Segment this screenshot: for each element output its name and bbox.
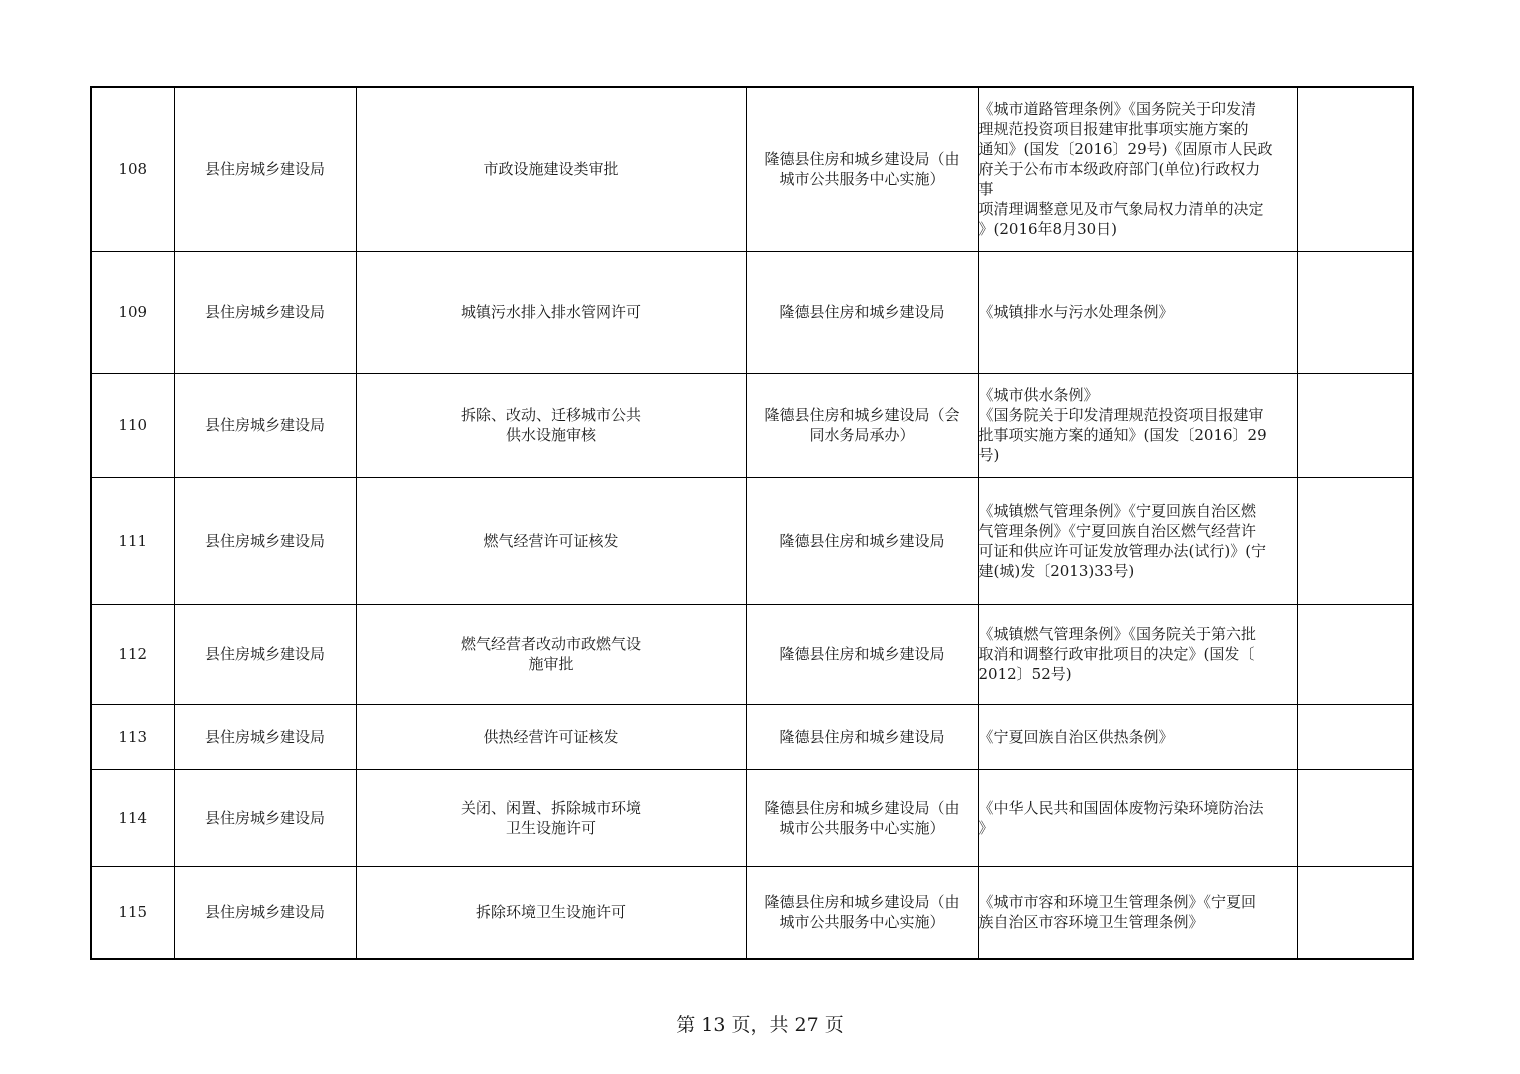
approval-item-cell <box>356 866 746 959</box>
approval-item-cell <box>356 604 746 704</box>
remark-cell <box>1297 704 1413 769</box>
implementer-cell <box>746 251 978 373</box>
implementer-text: 隆德县住房和城乡建设局（由 城市公共服务中心实施） <box>764 150 960 189</box>
implementer-text: 隆德县住房和城乡建设局 <box>779 645 945 663</box>
approval-item-text: 供热经营许可证核发 <box>483 727 619 746</box>
implementer-cell <box>746 477 978 604</box>
row-number: 114 <box>91 769 174 866</box>
approval-item-text: 燃气经营者改动市政燃气设 施审批 <box>460 635 641 673</box>
implementer-cell <box>746 373 978 477</box>
department-cell: 县住房城乡建设局 <box>174 604 356 704</box>
remark-cell <box>1297 373 1413 477</box>
legal-basis-cell: 《宁夏回族自治区供热条例》 <box>978 704 1297 769</box>
department-cell: 县住房城乡建设局 <box>174 866 356 959</box>
approval-item-text: 城镇污水排入排水管网许可 <box>460 303 641 321</box>
remark-cell <box>1297 866 1413 959</box>
department-cell: 县住房城乡建设局 <box>174 477 356 604</box>
implementer-cell <box>746 769 978 866</box>
implementer-text: 隆德县住房和城乡建设局（由 城市公共服务中心实施） <box>764 798 960 837</box>
implementer-text: 隆德县住房和城乡建设局（会 同水务局承办） <box>764 406 960 444</box>
legal-basis-cell: 《城镇燃气管理条例》《宁夏回族自治区燃 气管理条例》《宁夏回族自治区燃气经营许 可证和供应许可证发放管理办法(试行)》(宁 建(城)发〔2013)33号) <box>978 477 1297 604</box>
row-number: 112 <box>91 604 174 704</box>
legal-basis-cell: 《城镇排水与污水处理条例》 <box>978 251 1297 373</box>
remark-cell <box>1297 477 1413 604</box>
legal-basis-cell: 《城市市容和环境卫生管理条例》《宁夏回 族自治区市容环境卫生管理条例》 <box>978 866 1297 959</box>
department-cell: 县住房城乡建设局 <box>174 704 356 769</box>
legal-basis-cell: 《城镇燃气管理条例》《国务院关于第六批 取消和调整行政审批项目的决定》(国发〔 2012〕52号) <box>978 604 1297 704</box>
legal-basis-cell: 《中华人民共和国固体废物污染环境防治法 》 <box>978 769 1297 866</box>
remark-cell <box>1297 251 1413 373</box>
table-row <box>91 251 1413 373</box>
approval-item-text: 燃气经营许可证核发 <box>483 531 619 550</box>
row-number: 110 <box>91 373 174 477</box>
legal-basis-cell: 《城市道路管理条例》《国务院关于印发清 理规范投资项目报建审批事项实施方案的 通知》(国发〔2016〕29号)《固原市人民政 府关于公布市本级政府部门(单位)行政权力 事 项清理调整意见及市气象局权力清单的决定 》(2016年8月30日) <box>978 87 1297 251</box>
remark-cell <box>1297 87 1413 251</box>
remark-cell <box>1297 769 1413 866</box>
row-number: 115 <box>91 866 174 959</box>
approval-item-text: 拆除环境卫生设施许可 <box>475 903 626 922</box>
table-row <box>91 704 1413 769</box>
table-row <box>91 477 1413 604</box>
permissions-table <box>90 86 1414 960</box>
row-number: 113 <box>91 704 174 769</box>
table-row <box>91 373 1413 477</box>
implementer-text: 隆德县住房和城乡建设局 <box>779 531 945 550</box>
implementer-text: 隆德县住房和城乡建设局 <box>779 727 945 746</box>
department-cell: 县住房城乡建设局 <box>174 373 356 477</box>
legal-basis-cell: 《城市供水条例》 《国务院关于印发清理规范投资项目报建审 批事项实施方案的通知》(国发〔2016〕29 号) <box>978 373 1297 477</box>
table-row <box>91 87 1413 251</box>
table-row <box>91 604 1413 704</box>
implementer-text: 隆德县住房和城乡建设局 <box>779 303 945 321</box>
approval-item-text: 关闭、闲置、拆除城市环境 卫生设施许可 <box>460 798 641 837</box>
implementer-cell <box>746 604 978 704</box>
approval-item-text: 市政设施建设类审批 <box>483 160 619 179</box>
row-number: 108 <box>91 87 174 251</box>
implementer-cell <box>746 704 978 769</box>
row-number: 109 <box>91 251 174 373</box>
approval-item-cell <box>356 477 746 604</box>
approval-item-cell <box>356 704 746 769</box>
remark-cell <box>1297 604 1413 704</box>
row-number: 111 <box>91 477 174 604</box>
department-cell: 县住房城乡建设局 <box>174 87 356 251</box>
table-row <box>91 866 1413 959</box>
implementer-cell <box>746 866 978 959</box>
approval-item-cell <box>356 769 746 866</box>
approval-item-cell <box>356 373 746 477</box>
implementer-cell <box>746 87 978 251</box>
page-number: 第 13 页，共 27 页 <box>676 1014 844 1036</box>
department-cell: 县住房城乡建设局 <box>174 769 356 866</box>
approval-item-cell <box>356 251 746 373</box>
department-cell: 县住房城乡建设局 <box>174 251 356 373</box>
approval-item-text: 拆除、改动、迁移城市公共 供水设施审核 <box>460 406 641 444</box>
approval-item-cell <box>356 87 746 251</box>
table-row <box>91 769 1413 866</box>
implementer-text: 隆德县住房和城乡建设局（由 城市公共服务中心实施） <box>764 893 960 932</box>
